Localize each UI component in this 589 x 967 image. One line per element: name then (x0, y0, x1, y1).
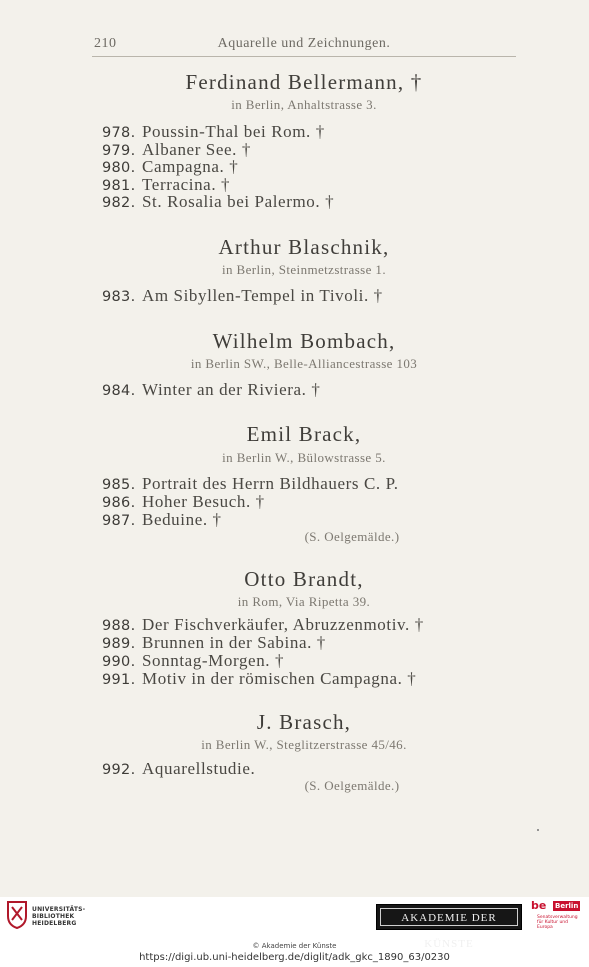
artist-heading: Ferdinand Bellermann, † (185, 70, 423, 94)
senate-logo-subtitle: Senatsverwaltung für Kultur und Europa (537, 915, 578, 930)
catalogue-item (102, 286, 532, 308)
item-number: 978. (102, 125, 136, 141)
senate-logo-berlin: Berlin (555, 902, 579, 910)
copyright-notice: © Akademie der Künste (252, 942, 337, 950)
artist-address: in Berlin SW., Belle-Alliancestrasse 103 (190, 356, 418, 371)
artist-address: in Berlin W., Bülowstrasse 5. (222, 450, 386, 465)
item-number: 985. (102, 477, 136, 493)
item-title: Terracina. † (142, 175, 231, 194)
item-title: Albaner See. † (142, 140, 251, 159)
item-number: 990. (102, 654, 136, 670)
item-title: Beduine. † (142, 510, 222, 529)
item-title: Poussin-Thal bei Rom. † (142, 122, 325, 141)
item-title: Der Fischverkäufer, Abruzzenmotiv. † (142, 615, 424, 634)
item-title: Portrait des Herrn Bildhauers C. P. (142, 474, 399, 493)
item-number: 980. (102, 160, 136, 176)
catalogue-item (102, 669, 532, 691)
artist-address: in Rom, Via Ripetta 39. (237, 594, 371, 609)
artist-address: in Berlin W., Steglitzerstrasse 45/46. (201, 737, 407, 752)
item-number: 979. (102, 143, 136, 159)
item-title: Brunnen in der Sabina. † (142, 633, 326, 652)
item-title: Sonntag-Morgen. † (142, 651, 285, 670)
senate-logo[interactable] (531, 899, 583, 937)
cross-reference-note: (S. Oelgemälde.) (304, 778, 400, 793)
artist-heading: J. Brasch, (256, 710, 352, 734)
item-title: Hoher Besuch. † (142, 492, 265, 511)
item-number: 992. (102, 762, 136, 778)
library-logo-text: UNIVERSITÄTS- BIBLIOTHEK HEIDELBERG (32, 906, 86, 927)
item-number: 984. (102, 383, 136, 399)
item-number: 987. (102, 513, 136, 529)
item-number: 986. (102, 495, 136, 511)
university-library-logo[interactable] (6, 900, 86, 934)
library-shield-icon (6, 900, 28, 930)
item-number: 989. (102, 636, 136, 652)
item-title: Winter an der Riviera. † (142, 380, 321, 399)
running-title: Aquarelle und Zeichnungen. (217, 36, 391, 51)
artist-heading: Arthur Blaschnik, (218, 235, 390, 259)
catalogue-item (102, 192, 532, 214)
academy-logo-frame (380, 908, 518, 926)
artist-heading: Emil Brack, (246, 422, 362, 446)
artist-address: in Berlin, Anhaltstrasse 3. (231, 97, 377, 112)
item-number: 982. (102, 195, 136, 211)
item-number: 983. (102, 289, 136, 305)
page-number: 210 (94, 36, 117, 51)
running-header (92, 36, 516, 57)
artist-heading: Wilhelm Bombach, (212, 329, 396, 353)
senate-logo-be: be (531, 899, 547, 912)
item-title: Am Sibyllen-Tempel in Tivoli. † (142, 286, 383, 305)
artist-heading: Otto Brandt, (244, 567, 364, 591)
academy-logo-text: AKADEMIE DER KÜNSTE (401, 912, 497, 950)
paper-speck (537, 829, 539, 831)
item-title: St. Rosalia bei Palermo. † (142, 192, 335, 211)
item-title: Campagna. † (142, 157, 239, 176)
item-title: Aquarellstudie. (142, 759, 256, 778)
catalogue-item (102, 380, 532, 402)
artist-address: in Berlin, Steinmetzstrasse 1. (221, 262, 386, 277)
item-number: 988. (102, 618, 136, 634)
item-number: 991. (102, 672, 136, 688)
permalink[interactable]: https://digi.ub.uni-heidelberg.de/diglit/adk_gkc_1890_63/0230 (139, 952, 450, 963)
item-number: 981. (102, 178, 136, 194)
academy-logo[interactable] (376, 904, 522, 950)
cross-reference-note: (S. Oelgemälde.) (304, 529, 400, 544)
item-title: Motiv in der römischen Campagna. † (142, 669, 417, 688)
